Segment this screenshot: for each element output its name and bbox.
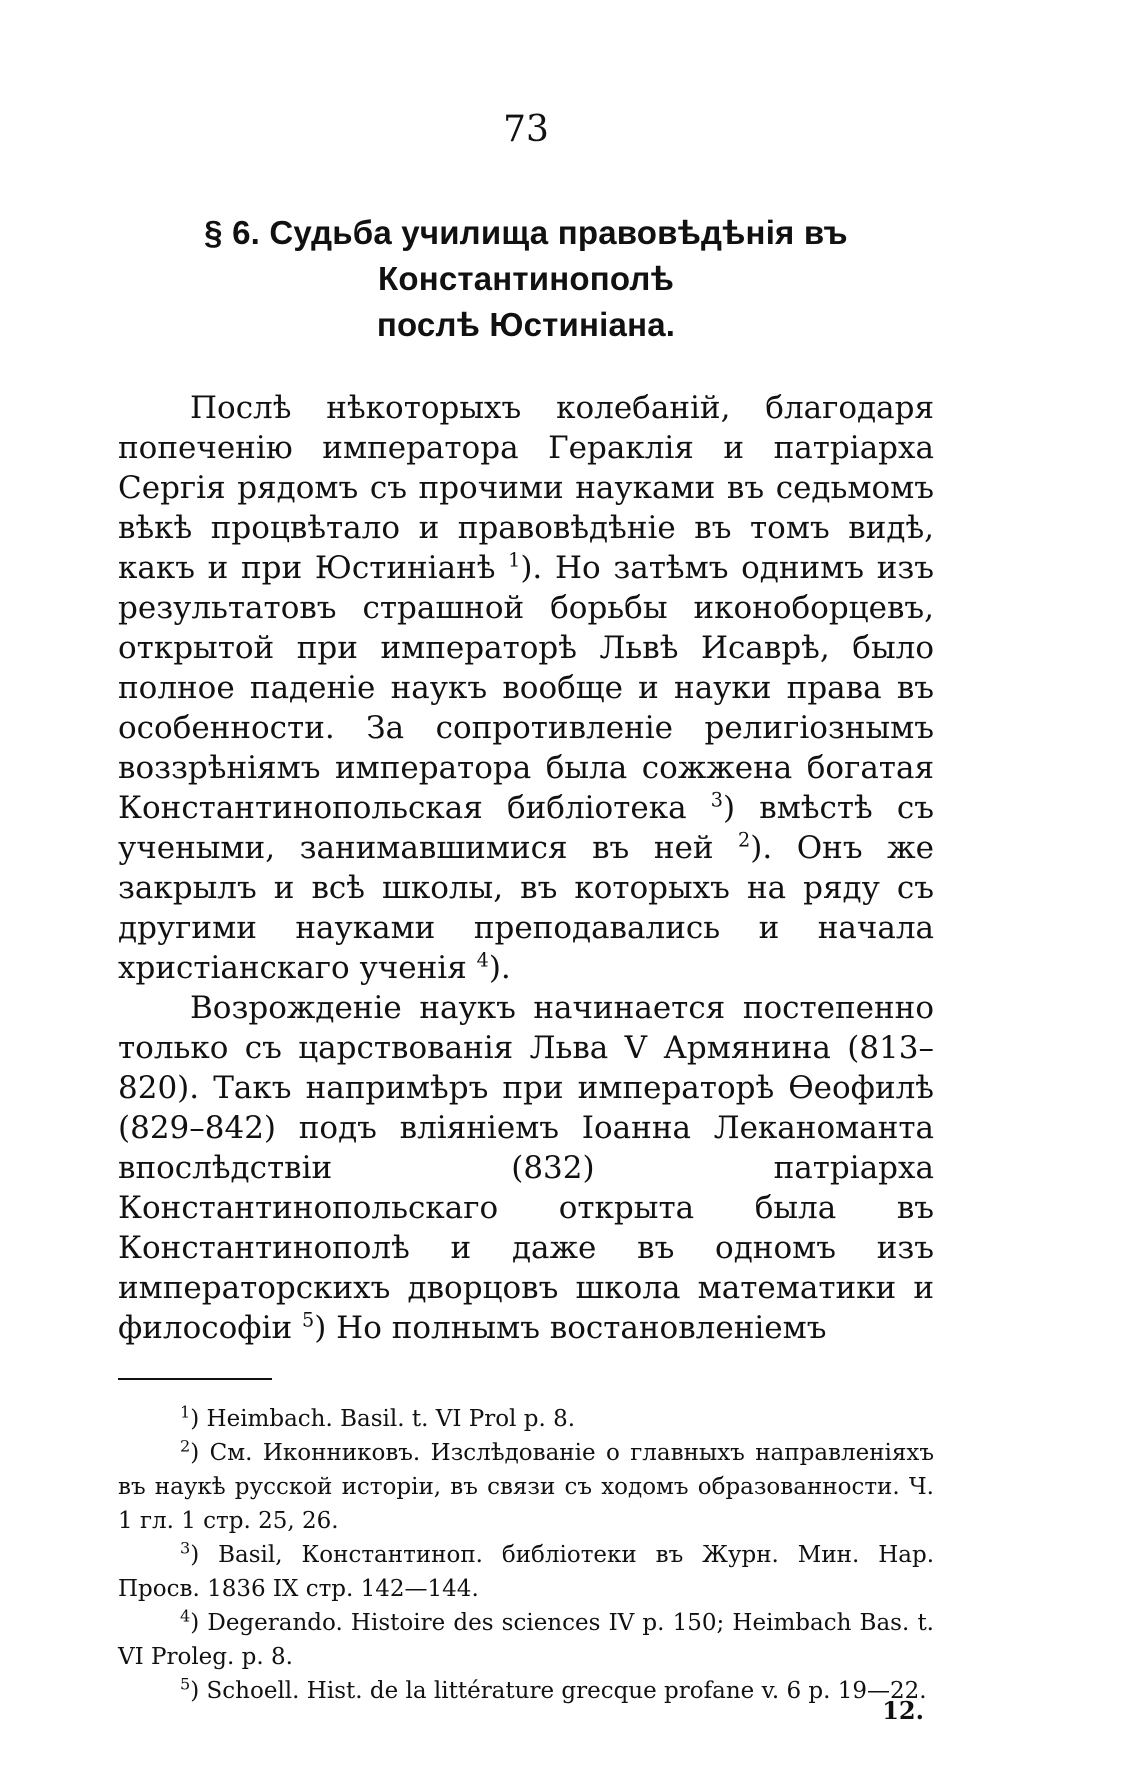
section-heading-line-1: § 6. Судьба училища правовѣдѣнія въ Константинополѣ <box>204 214 848 297</box>
footnote-text: ) Heimbach. Basil. t. VI Prol p. 8. <box>190 1406 576 1432</box>
paragraph-1-text-c: ) вмѣстѣ съ учеными, занимавшимися въ ней <box>118 790 934 866</box>
footnote-mark: 2 <box>180 1436 191 1456</box>
footnote-2 <box>118 1436 934 1538</box>
footnote-ref: 3 <box>710 788 723 812</box>
section-heading <box>118 210 934 348</box>
footnote-ref: 2 <box>738 828 751 852</box>
section-heading-line-2: послѣ Юстиніана. <box>376 306 676 343</box>
footnote-ref: 5 <box>302 1308 315 1332</box>
footnote-mark: 5 <box>180 1674 191 1694</box>
footnote-mark: 3 <box>180 1538 191 1558</box>
footnote-ref: 1 <box>508 548 521 572</box>
footnote-text: ) Basil, Константиноп. библіотеки въ Журн. Мин. Нар. Просв. 1836 IX стр. 142—144. <box>118 1542 934 1602</box>
footnote-mark: 4 <box>180 1606 191 1626</box>
footnote-ref: 4 <box>476 948 489 972</box>
footnote-text: ) Schoell. Hist. de la littérature grecque profane v. 6 p. 19—22. <box>190 1678 927 1704</box>
paragraph-1 <box>118 388 934 988</box>
paragraph-1-text-d: ). Онъ же закрылъ и всѣ школы, въ которыхъ на ряду съ другими науками преподавались и начала христіанскаго ученія <box>118 830 934 986</box>
footnote-4 <box>118 1606 934 1674</box>
footnotes <box>118 1402 934 1708</box>
page-number: 73 <box>503 109 549 150</box>
signature-mark: 12. <box>882 1696 924 1725</box>
paragraph-1-text-e: ). <box>488 950 511 986</box>
footnote-text: ) См. Иконниковъ. Изслѣдованіе о главныхъ направленіяхъ въ наукѣ русской исторіи, въ связи съ ходомъ образованности. Ч. 1 гл. 1 стр. 25, 26. <box>118 1440 934 1534</box>
footnote-3 <box>118 1538 934 1606</box>
paragraph-1-text-a: Послѣ нѣкоторыхъ колебаній, благодаря попеченію императора Гераклія и патріарха Сергія рядомъ съ прочими науками въ седьмомъ вѣкѣ процвѣтало и правовѣдѣніе въ томъ видѣ, какъ и при Юстиніанѣ <box>118 390 934 586</box>
book-page <box>118 110 934 1726</box>
paragraph-1-text-b: ). Но затѣмъ однимъ изъ результатовъ страшной борьбы иконоборцевъ, открытой при императорѣ Львѣ Исаврѣ, было полное паденіе наукъ вообще и науки права въ особенности. За сопротивленіе религіознымъ воззрѣніямъ императора была сожжена богатая Константинопольская библіотека <box>118 550 934 826</box>
footnote-5 <box>118 1674 934 1708</box>
footnote-separator <box>118 1378 272 1380</box>
body-text <box>118 388 934 1348</box>
paragraph-2 <box>118 988 934 1348</box>
paragraph-2-text-b: ) Но полнымъ востановленіемъ <box>314 1310 827 1346</box>
footnote-text: ) Degerando. Histoire des sciences IV p. 150; Heimbach Bas. t. VI Proleg. p. 8. <box>118 1610 934 1670</box>
footnote-1 <box>118 1402 934 1436</box>
paragraph-2-text-a: Возрожденіе наукъ начинается постепенно только съ царствованія Льва V Армянина (813–820). Такъ напримѣръ при императорѣ Ѳеофилѣ (829–842) подъ вліяніемъ Іоанна Леканоманта впослѣдствіи (832) патріарха Константинопольскаго открыта была въ Константинополѣ и даже въ одномъ изъ императорскихъ дворцовъ школа математики и философіи <box>118 990 934 1346</box>
footnote-mark: 1 <box>180 1402 191 1422</box>
